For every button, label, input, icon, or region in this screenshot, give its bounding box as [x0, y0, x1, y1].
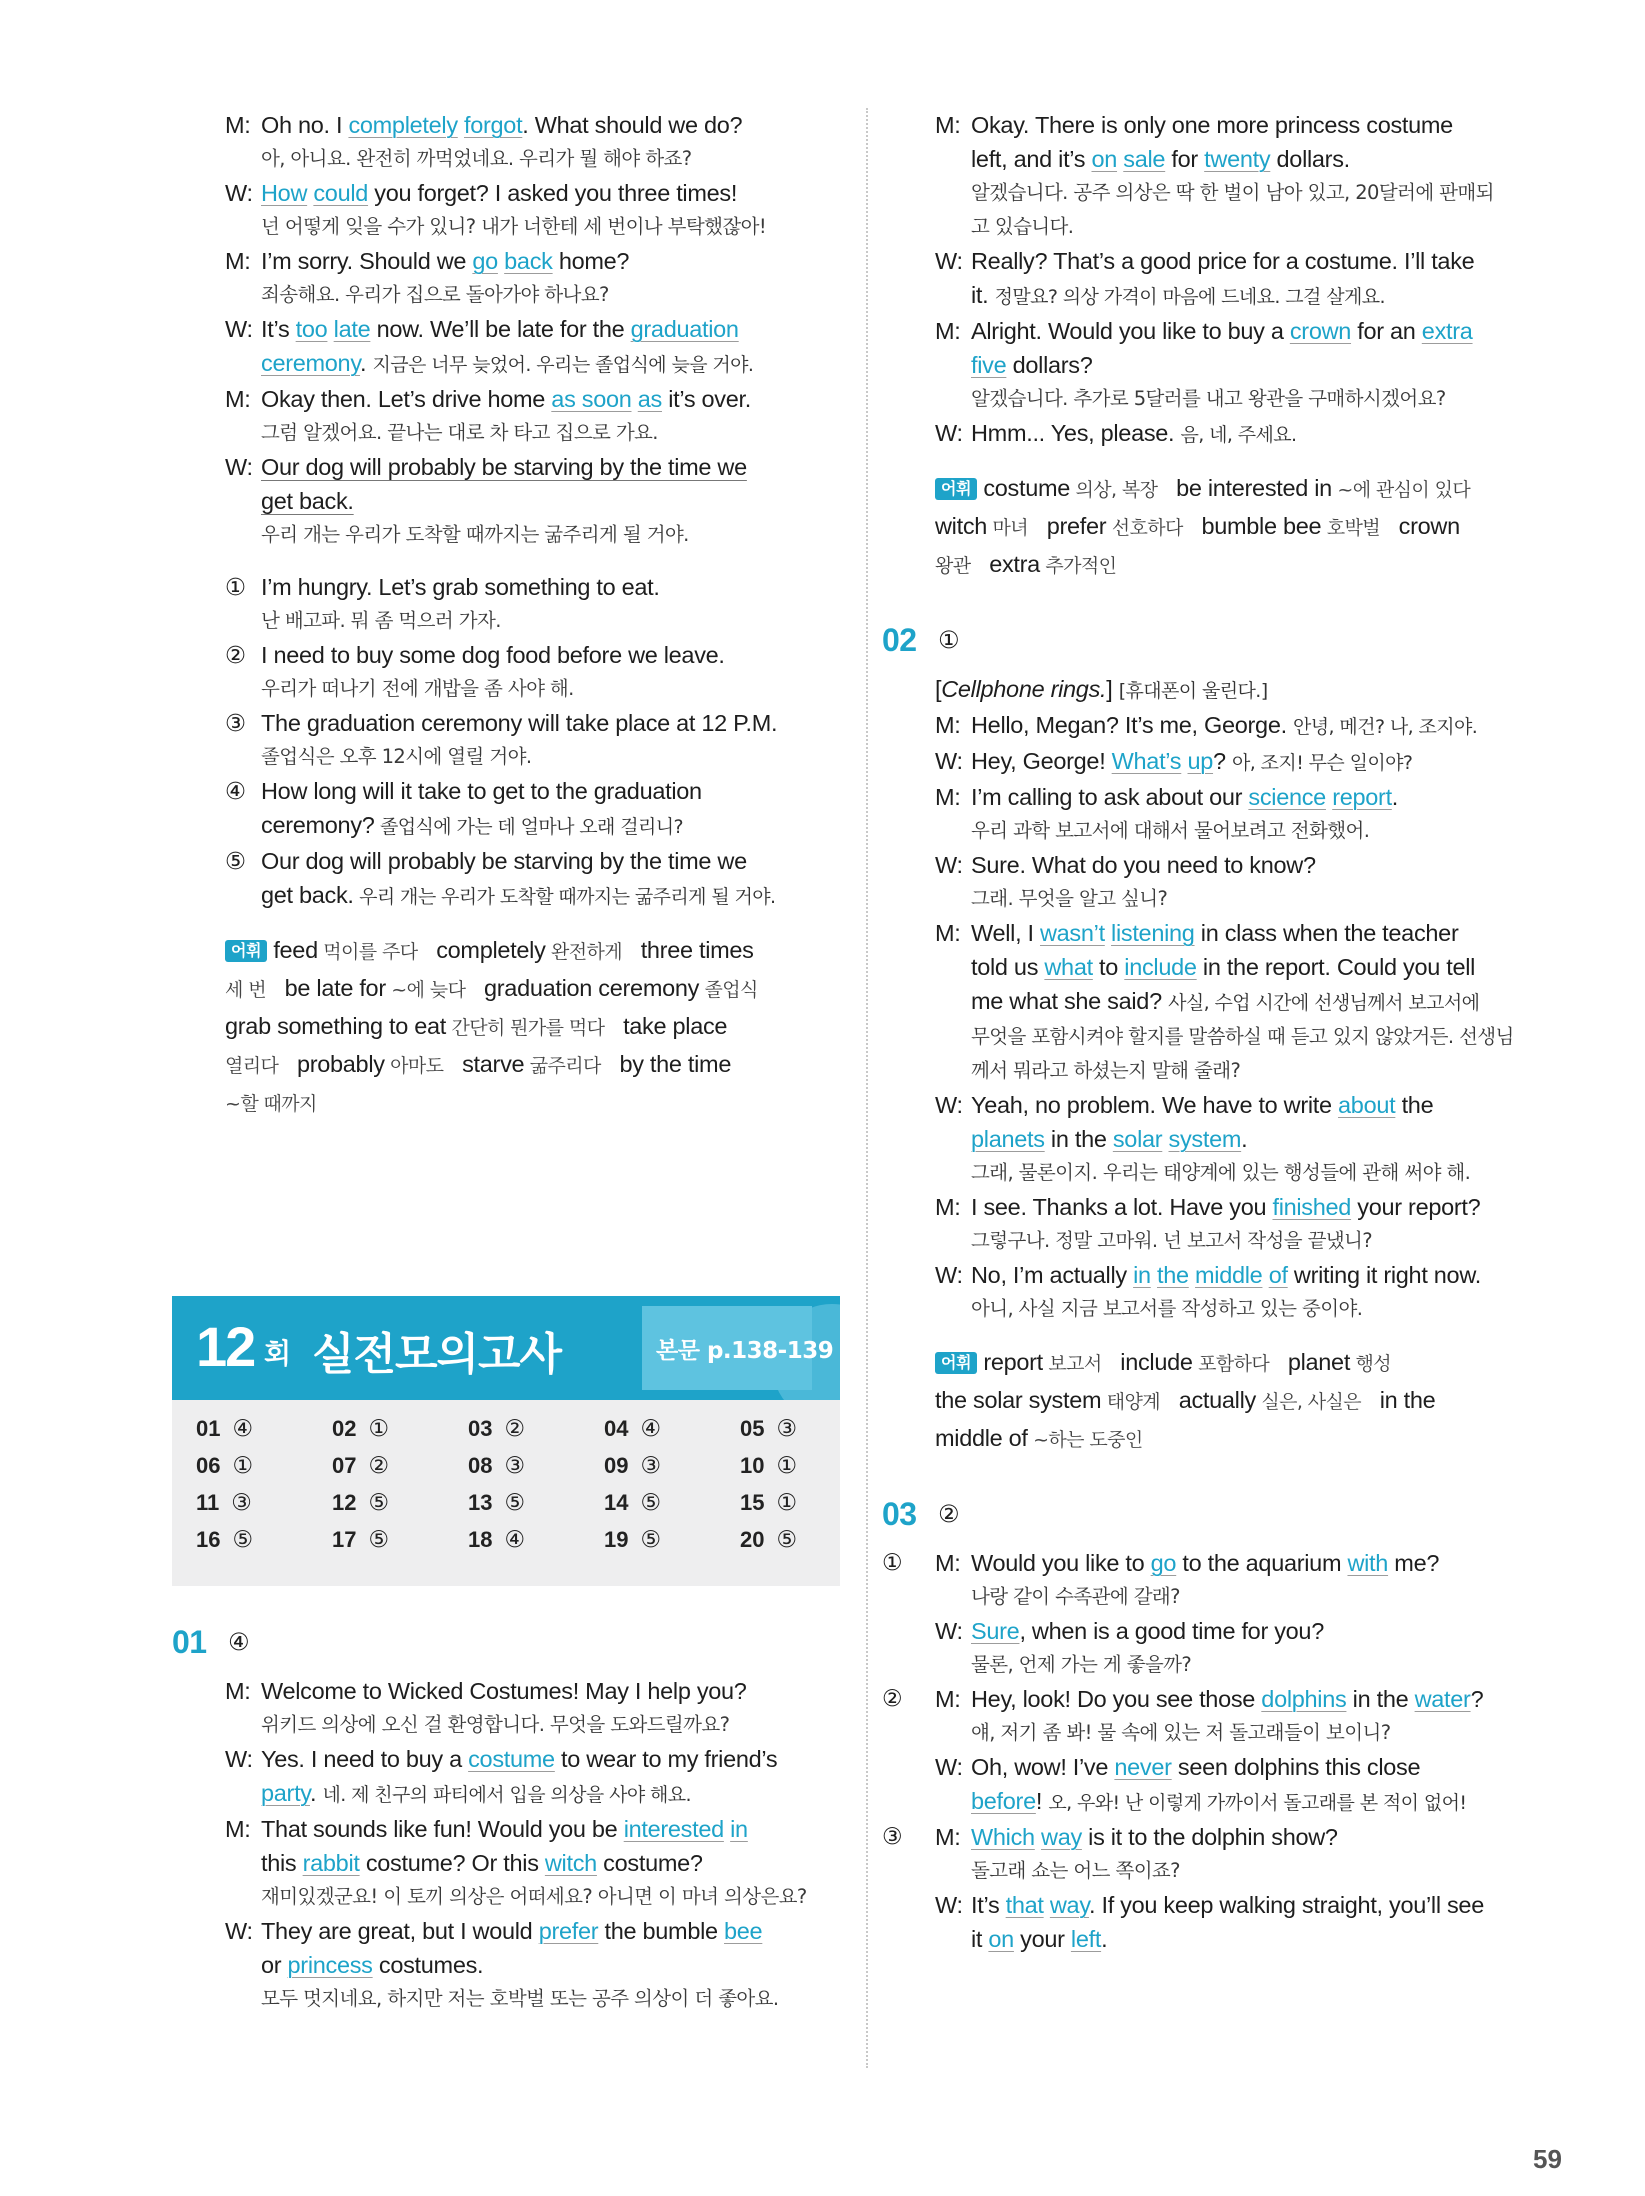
answer-cell: 17 ⑤	[332, 1527, 390, 1553]
question-03: 03 ② ① M: Would you like to go to the aquarium with me? 나랑 같이 수족관에 갈래? W: Sure, when is a good time for you? 물론, 언제 가는 게 좋을까? ② M: Hey, look! Do you see those dolphins in the water? 얘, 저기 좀 봐! 물 속에 있는 저 돌고래들이 보이니? W: Oh, wow! I’ve never seen dolphins this close before! 오, 우와! 난 이렇게 가까이서 돌고래를 본 적이 없어! ③ M: Which way is it to the dolphin show? 돌고래 쇼는 어느 쪽이죠? W: It’s that way. If you keep walking straight, you’ll see it on your left.	[882, 1495, 1484, 1952]
answer-cell: 05 ③	[740, 1416, 798, 1442]
answer-cell: 08 ③	[468, 1453, 526, 1479]
choice-list: ① I’m hungry. Let’s grab something to eat. 난 배고파. 뭐 좀 먹으러 가자. ② I need to buy some dog food before we leave. 우리가 떠나기 전에 개밥을 좀 사야 해. ③ The graduation ceremony will take place at 12 P.M. 졸업식은 오후 12시에 열릴 거야. ④ How long will it take to get to the graduation ceremony? 졸업식에 가는 데 얼마나 오래 걸리니? ⑤ Our dog will probably be starving by the time we get back. 우리 개는 우리가 도착할 때까지는 굶주리게 될 거야.	[225, 570, 845, 914]
answer-cell: 15 ①	[740, 1490, 798, 1516]
question-01: 01 ④ M: Welcome to Wicked Costumes! May I help you? 위키드 의상에 오신 걸 환영합니다. 무엇을 도와드릴까요? W: Yes. I need to buy a costume to wear to my friend’s party. 네. 제 친구의 파티에서 입을 의상을 사야 해요. M: That sounds like fun! Would you be interested in this rabbit costume? Or this witch costume? 재미있겠군요! 이 토끼 의상은 어떠세요? 아니면 이 마녀 의상은요? W: They are great, but I would prefer the bumble bee or princess costumes. 모두 멋지네요, 하지만 저는 호박벌 또는 공주 의상이 더 좋아요.	[172, 1623, 807, 2010]
page-reference: 본문 p.138-139	[656, 1338, 834, 1364]
page-number: 59	[1533, 2144, 1562, 2174]
answer-cell: 02 ①	[332, 1416, 390, 1442]
answer-cell: 14 ⑤	[604, 1490, 662, 1516]
vocabulary-box: 어휘 feed 먹이를 주다 completely 완전하게 three times 세 번 be late for ~에 늦다 graduation ceremony 졸업식 grab something to eat 간단히 뭔가를 먹다 take place 열리다 probably 아마도 starve 굶주리다 by the time ~할 때까지	[225, 937, 758, 1115]
answer-cell: 07 ②	[332, 1453, 390, 1479]
answer-cell: 11 ③	[196, 1490, 252, 1516]
test-banner: 12 회 실전모의고사 본문 p.138-139	[172, 1296, 840, 1400]
vocab-tag: 어휘	[225, 940, 267, 962]
banner-title: 실전모의고사	[312, 1329, 562, 1380]
answer-cell: 20 ⑤	[740, 1527, 798, 1553]
answer-cell: 03 ②	[468, 1416, 526, 1442]
vocabulary-box: 어휘 costume 의상, 복장 be interested in ~에 관심이 있다 witch 마녀 prefer 선호하다 bumble bee 호박벌 crown 왕관 extra 추가적인	[935, 475, 1471, 577]
answer-cell: 01 ④	[196, 1416, 254, 1442]
right-column: M: Okay. There is only one more princess costume left, and it’s on sale for twenty dollars. 알겠습니다. 공주 의상은 딱 한 벌이 남아 있고, 20달러에 판매되 고 있습니다. W: Really? That’s a good price for a costume. I’ll take it. 정말요? 의상 가격이 마음에 드네요. 그걸 살게요. M: Alright. Would you like to buy a crown for an extra five dollars? 알겠습니다. 추가로 5달러를 내고 왕관을 구매하시겠어요? W: Hmm... Yes, please. 음, 네, 주세요. 어휘 costume 의상, 복장 be interested in ~에 관심이 있다 witch 마녀 prefer 선호하다 bumble bee 호박벌 crown 왕관 extra 추가적인 02 ① [Cellphone rings.] [휴대폰이 울린다.] M: Hello, Megan? It’s me, George. 안녕, 메건? 나, 조지야. W: Hey, George! What’s up? 아, 조지! 무슨 일이야? M: I’m calling to ask about our science report. 우리 과학 보고서에 대해서 물어보려고 전화했어. W: Sure. What do you need to know? 그래. 무엇을 알고 싶니? M: Well, I wasn’t listening in class when the teacher told us what to include in the report. Could you tell me what she said? 사실, 수업 시간에 선생님께서 보고서에 무엇을 포함시켜야 할지를 말씀하실 때 듣고 있지 않았거든. 선생님 께서 뭐라고 하셨는지 말해 줄래? W: Yeah, no problem. We have to write about the planets in the solar system. 그래, 물론이지. 우리는 태양계에 있는 행성들에 관해 써야 해. M: I see. Thanks a lot. Have you finished your report? 그렇구나. 정말 고마워. 넌 보고서 작성을 끝냈니? W: No, I’m actually in the middle of writing it right now. 아니, 사실 지금 보고서를 작성하고 있는 중이야. 어휘 report 보고서 include 포함하다 planet 행성 the solar system 태양계 actually 실은, 사실은 in the middle of ~하는 도중인 03 ② ① M: Would you like to go to the aquarium with me? 나랑 같이 수족관에 갈래? W: Sure, when is a good time for you? 물론, 언제 가는 게 좋을까? ② M: Hey, look! Do you see those dolphins in the water? 얘, 저기 좀 봐! 물 속에 있는 저 돌고래들이 보이니? W: Oh, wow! I’ve never seen dolphins this close before! 오, 우와! 난 이렇게 가까이서 돌고래를 본 적이 없어! ③ M: Which way is it to the dolphin show? 돌고래 쇼는 어느 쪽이죠? W: It’s that way. If you keep walking straight, you’ll see it on your left.	[935, 108, 1555, 1956]
left-column: M: Oh no. I completely forgot. What should we do? 아, 아니요. 완전히 까먹었네요. 우리가 뭘 해야 하죠? W: How could you forget? I asked you three times! 넌 어떻게 잊을 수가 있니? 내가 너한테 세 번이나 부탁했잖아! M: I’m sorry. Should we go back home? 죄송해요. 우리가 집으로 돌아가야 하나요? W: It’s too late now. We’ll be late for the graduation ceremony. 지금은 너무 늦었어. 우리는 졸업식에 늦을 거야. M: Okay then. Let’s drive home as soon as it’s over. 그럼 알겠어요. 끝나는 대로 차 타고 집으로 가요. W: Our dog will probably be starving by the time we get back. 우리 개는 우리가 도착할 때까지는 굶주리게 될 거야. ① I’m hungry. Let’s grab something to eat. 난 배고파. 뭐 좀 먹으러 가자. ② I need to buy some dog food before we leave. 우리가 떠나기 전에 개밥을 좀 사야 해. ③ The graduation ceremony will take place at 12 P.M. 졸업식은 오후 12시에 열릴 거야. ④ How long will it take to get to the graduation ceremony? 졸업식에 가는 데 얼마나 오래 걸리니? ⑤ Our dog will probably be starving by the time we get back. 우리 개는 우리가 도착할 때까지는 굶주리게 될 거야. 어휘 feed 먹이를 주다 completely 완전하게 three times 세 번 be late for ~에 늦다 graduation ceremony 졸업식 grab something to eat 간단히 뭔가를 먹다 take place 열리다 probably 아마도 starve 굶주리다 by the time ~할 때까지	[225, 108, 845, 1122]
answer-cell: 06 ①	[196, 1453, 254, 1479]
answer-cell: 09 ③	[604, 1453, 662, 1479]
answer-cell: 18 ④	[468, 1527, 526, 1553]
answer-cell: 12 ⑤	[332, 1490, 390, 1516]
answer-cell: 10 ①	[740, 1453, 798, 1479]
answer-cell: 16 ⑤	[196, 1527, 254, 1553]
question-answer: ④	[228, 1628, 250, 1656]
test-number: 12	[196, 1315, 255, 1378]
vocabulary-box: 어휘 report 보고서 include 포함하다 planet 행성 the solar system 태양계 actually 실은, 사실은 in the middle of ~하는 도중인	[935, 1349, 1436, 1451]
column-divider	[866, 108, 868, 2068]
answer-cell: 04 ④	[604, 1416, 662, 1442]
answer-cell: 13 ⑤	[468, 1490, 526, 1516]
choice-mark: ①	[225, 574, 246, 600]
answer-cell: 19 ⑤	[604, 1527, 662, 1553]
question-02: 02 ① [Cellphone rings.] [휴대폰이 울린다.] M: Hello, Megan? It’s me, George. 안녕, 메건? 나, 조지야. W: Hey, George! What’s up? 아, 조지! 무슨 일이야? M: I’m calling to ask about our science report. 우리 과학 보고서에 대해서 물어보려고 전화했어. W: Sure. What do you need to know? 그래. 무엇을 알고 싶니? M: Well, I wasn’t listening in class when the teacher told us what to include in the report. Could you tell me what she said? 사실, 수업 시간에 선생님께서 보고서에 무엇을 포함시켜야 할지를 말씀하실 때 듣고 있지 않았거든. 선생님 께서 뭐라고 하셨는지 말해 줄래? W: Yeah, no problem. We have to write about the planets in the solar system. 그래, 물론이지. 우리는 태양계에 있는 행성들에 관해 써야 해. M: I see. Thanks a lot. Have you finished your report? 그렇구나. 정말 고마워. 넌 보고서 작성을 끝냈니? W: No, I’m actually in the middle of writing it right now. 아니, 사실 지금 보고서를 작성하고 있는 중이야. 어휘 report 보고서 include 포함하다 planet 행성 the solar system 태양계 actually 실은, 사실은 in the middle of ~하는 도중인	[882, 620, 1555, 1458]
answer-table	[172, 1400, 840, 1586]
question-number: 01	[172, 1623, 207, 1660]
